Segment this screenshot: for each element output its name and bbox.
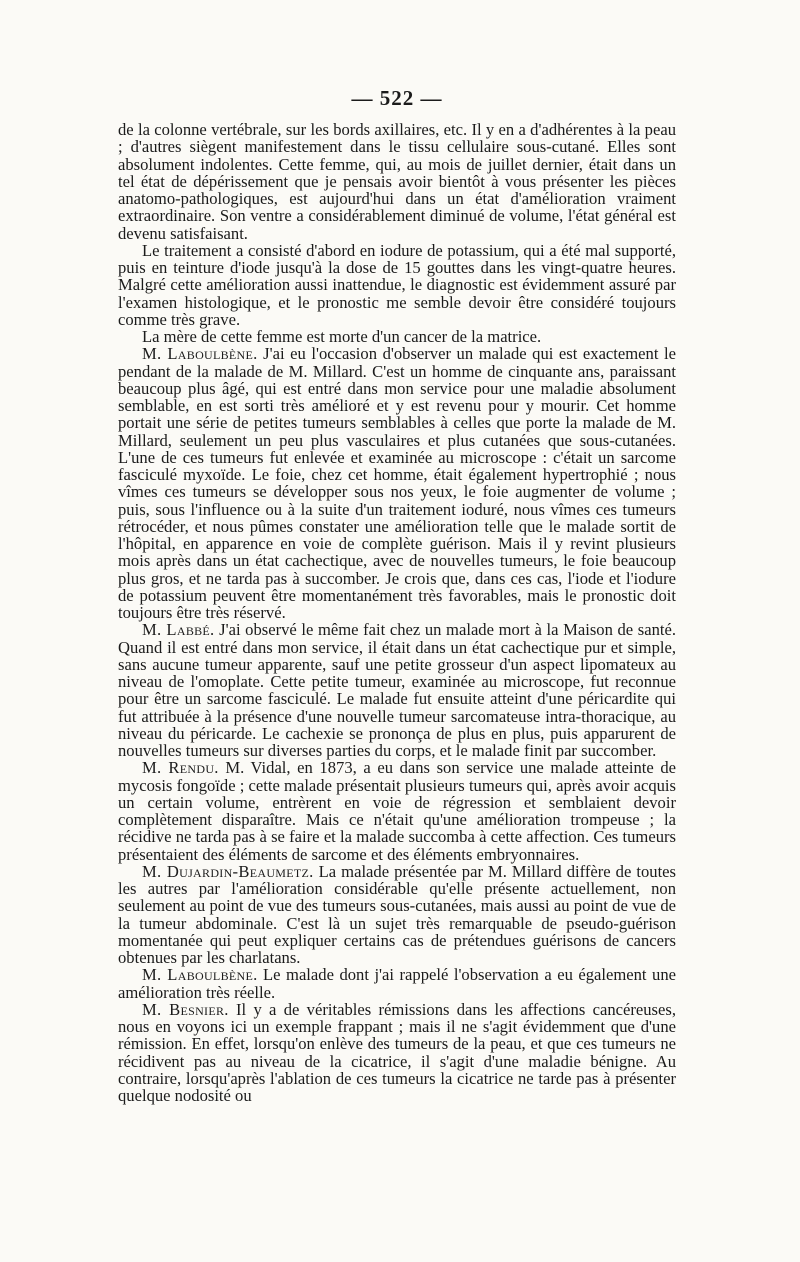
paragraph-text: Il y a de véritables rémissions dans les affections cancéreuses, nous en voyons ici un exemple frappant ; mais il ne s'agit évidemment que d'une rémission. En effet, lorsqu'on enlève des tumeurs de la peau, et que ces tumeurs ne récidivent pas au niveau de la cicatrice, il s'agit d'une maladie bénigne. Au contraire, lorsqu'après l'ablation de ces tumeurs la cicatrice ne tarde pas à présenter quelque nodosité ou [118,999,676,1105]
speaker: M. Labbé. [142,620,215,640]
paragraph-8 [118,1001,676,1105]
speaker: M. Besnier. [142,999,229,1019]
paragraph-0 [118,121,676,242]
paragraph-text: M. Vidal, en 1873, a eu dans son service une malade atteinte de mycosis fongoïde ; cette malade présentait plusieurs tumeurs qui, après avoir acquis un certain volume, entrèrent en voie de régression et semblaient devoir complètement disparaître. Mais ce n'était qu'une amélioration trompeuse ; la récidive ne tarda pas à se faire et la malade succomba à cette affection. Ces tumeurs présentaient des éléments de sarcome et des éléments embryonnaires. [118,758,676,864]
paragraph-6 [118,863,676,967]
speaker: M. Dujardin-Beaumetz. [142,861,314,881]
paragraph-1 [118,242,676,328]
paragraph-2 [118,328,676,345]
speaker: M. Laboulbène. [142,965,258,985]
speaker: M. Rendu. [142,758,219,778]
page-number: — 522 — [351,86,443,110]
paragraph-text: La malade présentée par M. Millard diffère de toutes les autres par l'amélioration considérable qu'elle présente actuellement, non seulement au point de vue des tumeurs sous-cutanées, mais aussi au point de vue de la tumeur abdominale. C'est là un sujet très remarquable de pseudo-guérison momentanée qui peut expliquer certains cas de prétendues guérisons de cancers obtenues par les charlatans. [118,861,677,967]
paragraph-text: Le malade dont j'ai rappelé l'observation a eu également une amélioration très réelle. [118,965,676,1002]
paragraph-4 [118,621,676,759]
paragraph-text: de la colonne vertébrale, sur les bords axillaires, etc. Il y en a d'adhérentes à la peau ; d'autres siègent manifestement dans le tissu cellulaire sous-cutané. Elles sont absolument indolentes. Cette femme, qui, au mois de juillet dernier, était dans un tel état de dépérissement que je pensais avoir bientôt à vous présenter les pièces anatomo-pathologiques, est aujourd'hui dans un état d'amélioration vraiment extraordinaire. Son ventre a considérablement diminué de volume, l'état général est devenu satisfaisant. [118,120,676,243]
paragraph-text: La mère de cette femme est morte d'un cancer de la matrice. [142,327,542,346]
paragraph-3 [118,345,676,621]
body-text [118,121,676,1104]
paragraph-text: Le traitement a consisté d'abord en iodure de potassium, qui a été mal supporté, puis en teinture d'iode jusqu'à la dose de 15 gouttes dans les vingt-quatre heures. Malgré cette amélioration aussi inattendue, le diagnostic est évidemment assuré par l'examen histologique, et le pronostic me semble devoir être considéré toujours comme très grave. [118,240,676,329]
paragraph-5 [118,759,676,863]
paragraph-7 [118,966,676,1001]
paragraph-text: J'ai observé le même fait chez un malade mort à la Maison de santé. Quand il est entré dans mon service, il était dans un état cachectique pur et simple, sans aucune tumeur apparente, sauf une petite grosseur d'un aspect lipomateux au niveau de l'omoplate. Cette petite tumeur, examinée au microscope, fut reconnue pour être un sarcome fasciculé. Le malade fut ensuite atteint d'une péricardite qui fut attribuée à la présence d'une nouvelle tumeur sarcomateuse intra-thoracique, au niveau du péricarde. Le cachexie se prononça de plus en plus, puis apparurent de nouvelles tumeurs sur diverses parties du corps, et le malade finit par succomber. [118,620,677,760]
paragraph-text: J'ai eu l'occasion d'observer un malade qui est exactement le pendant de la malade de M. Millard. C'est un homme de cinquante ans, paraissant beaucoup plus âgé, qui est entré dans mon service pour une maladie absolument semblable, en est sorti très amélioré et y est revenu pour y mourir. Cet homme portait une série de petites tumeurs semblables à celles que porte la malade de M. Millard, seulement un peu plus vasculaires et plus cutanées que sous-cutanées. L'une de ces tumeurs fut enlevée et examinée au microscope : c'était un sarcome fasciculé myxoïde. Le foie, chez cet homme, était également hypertrophié ; nous vîmes ces tumeurs se développer sous nos yeux, le foie augmenter de volume ; puis, sous l'influence ou à la suite d'un traitement ioduré, nous vîmes ces tumeurs rétrocéder, et nous pûmes constater une amélioration telle que le malade sortit de l'hôpital, en apparence en voie de complète guérison. Mais il y revint plusieurs mois après dans un état cachectique, avec de nouvelles tumeurs, le foie beaucoup plus gros, et ne tarda pas à succomber. Je crois que, dans ces cas, l'iode et l'iodure de potassium peuvent être momentanément très favorables, mais le pronostic doit toujours être très réservé. [118,344,676,622]
speaker: M. Laboulbène. [142,344,258,364]
